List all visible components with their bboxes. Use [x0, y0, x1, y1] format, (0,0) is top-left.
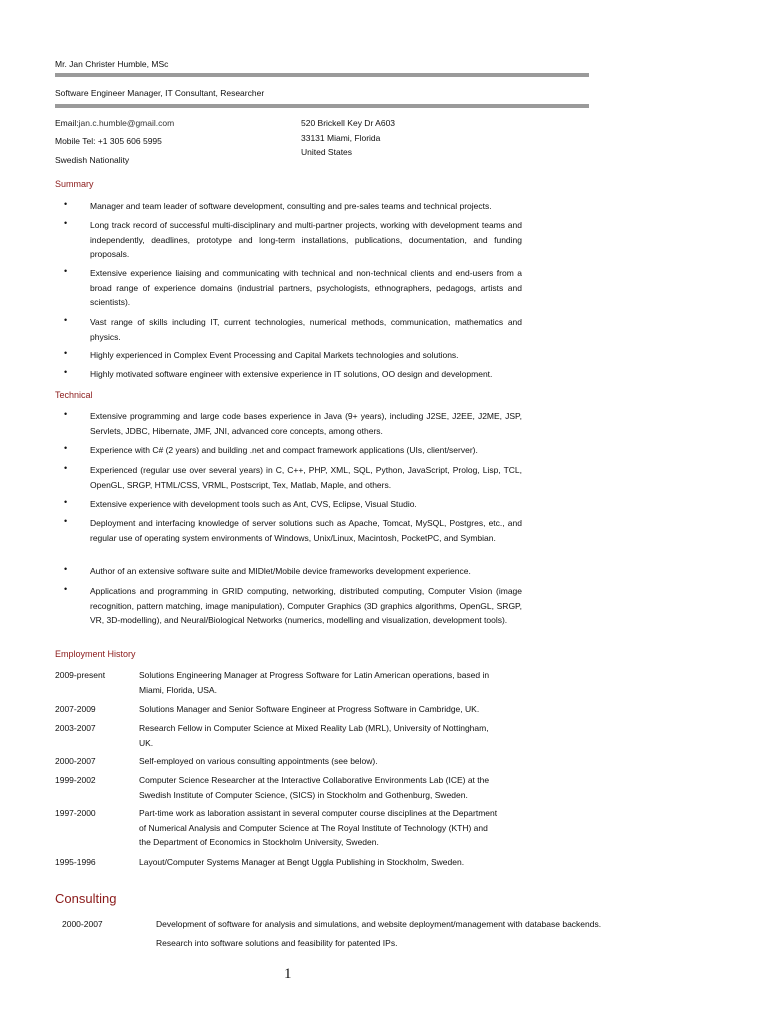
bullet-icon: •: [64, 367, 68, 377]
consulting-heading: Consulting: [55, 891, 117, 906]
candidate-name: Mr. Jan Christer Humble, MSc: [55, 59, 169, 69]
bullet-icon: •: [64, 315, 68, 325]
email-label: Email:: [55, 118, 79, 128]
employment-description: Solutions Manager and Senior Software Engineer at Progress Software in Cambridge, UK.: [139, 704, 480, 714]
candidate-title: Software Engineer Manager, IT Consultant, Researcher: [55, 88, 265, 98]
bullet-icon: •: [64, 409, 68, 419]
address-line-2: 33131 Miami, Florida: [301, 133, 381, 143]
bullet-icon: •: [64, 218, 68, 228]
employment-description: Computer Science Researcher at the Interactive Collaborative Environments Lab (ICE) at the Swedish Institute of Computer Science, (SICS) in Stockholm and Gothenburg, Sweden.: [139, 775, 490, 800]
bullet-icon: •: [64, 463, 68, 473]
employment-description: Layout/Computer Systems Manager at Bengt Uggla Publishing in Stockholm, Sweden.: [139, 857, 465, 867]
bullet-icon: •: [64, 584, 68, 594]
consulting-years: 2000-2007: [62, 919, 103, 929]
employment-years: 1995-1996: [55, 857, 96, 867]
email-link[interactable]: jan.c.humble@gmail.com: [78, 118, 175, 128]
employment-years: 2007-2009: [55, 704, 96, 714]
mobile-line: Mobile Tel: +1 305 606 5995: [55, 136, 162, 146]
employment-description: Solutions Engineering Manager at Progress Software for Latin American operations, based in Miami, Florida, USA.: [139, 670, 490, 695]
bullet-icon: •: [64, 348, 68, 358]
technical-heading: Technical: [55, 390, 93, 400]
bullet-icon: •: [64, 516, 68, 526]
consulting-line-2: Research into software solutions and feasibility for patented IPs.: [156, 938, 398, 948]
bullet-icon: •: [64, 497, 68, 507]
nationality: Swedish Nationality: [55, 155, 130, 165]
bullet-icon: •: [64, 443, 68, 453]
employment-years: 1997-2000: [55, 808, 96, 818]
email-line: [55, 118, 174, 128]
bullet-icon: •: [64, 266, 68, 276]
employment-years: 1999-2002: [55, 775, 96, 785]
address-line-1: 520 Brickell Key Dr A603: [301, 118, 396, 128]
summary-heading: Summary: [55, 179, 94, 189]
employment-years: 2000-2007: [55, 756, 96, 766]
header-rule-top: [55, 73, 589, 77]
employment-description: Self-employed on various consulting appointments (see below).: [139, 756, 378, 766]
consulting-line-1: Development of software for analysis and simulations, and website deployment/management with database backends.: [156, 919, 602, 929]
employment-description: Part-time work as laboration assistant in several computer course disciplines at the Department of Numerical Analysis and Computer Science at The Royal Institute of Technology (KTH) and the Department of Economics in Stockholm University, Sweden.: [139, 808, 498, 847]
employment-description: Research Fellow in Computer Science at Mixed Reality Lab (MRL), University of Nottingham, UK.: [139, 723, 489, 748]
address-line-3: United States: [301, 147, 353, 157]
employment-years: 2003-2007: [55, 723, 96, 733]
employment-heading: Employment History: [55, 649, 136, 659]
header-rule-bottom: [55, 104, 589, 108]
bullet-icon: •: [64, 199, 68, 209]
page-number: 1: [284, 966, 292, 982]
employment-years: 2009-present: [55, 670, 106, 680]
bullet-icon: •: [64, 564, 68, 574]
